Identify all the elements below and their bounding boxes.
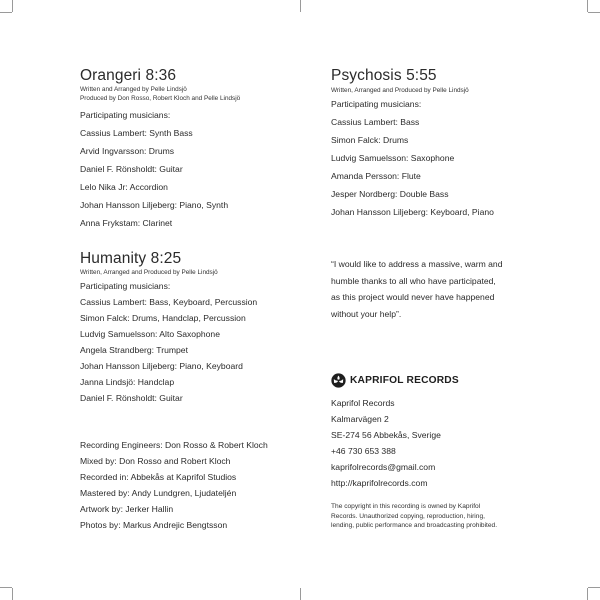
address-line: Kaprifol Records xyxy=(331,398,395,408)
musicians-heading: Participating musicians: xyxy=(331,98,422,109)
label-address xyxy=(331,395,441,491)
musician-line: Anna Frykstam: Clarinet xyxy=(80,218,173,228)
address-line: Kalmarvägen 2 xyxy=(331,414,389,424)
track-block-humanity xyxy=(80,249,257,406)
musician-line: Cassius Lambert: Bass, Keyboard, Percussion xyxy=(80,296,258,307)
musician-line: Ludvig Samuelsson: Saxophone xyxy=(331,152,455,163)
crop-mark xyxy=(587,588,588,600)
musician-line: Angela Strandberg: Trumpet xyxy=(80,344,188,355)
quote-line: “I would like to address a massive, warm and xyxy=(331,259,503,269)
email-address: kaprifolrecords@gmail.com xyxy=(331,462,436,472)
production-credit-line: Recorded in: Abbekås at Kaprifol Studios xyxy=(80,472,237,482)
thank-you-quote xyxy=(331,256,502,322)
track-credit: Written and Arranged by Pelle Lindsjö xyxy=(80,86,187,93)
musician-line: Simon Falck: Drums, Handclap, Percussion xyxy=(80,312,246,323)
label-logo-text: KAPRIFOL RECORDS xyxy=(350,375,459,386)
phone-number: +46 730 653 388 xyxy=(331,446,396,456)
track-title: Orangeri 8:36 xyxy=(80,67,177,84)
musicians-heading: Participating musicians: xyxy=(80,280,171,291)
crop-mark xyxy=(588,12,600,13)
musician-line: Ludvig Samuelsson: Alto Saxophone xyxy=(80,328,220,339)
production-credit-line: Artwork by: Jerker Hallin xyxy=(80,504,174,514)
musician-line: Jesper Nordberg: Double Bass xyxy=(331,188,449,199)
crop-mark xyxy=(12,0,13,12)
musician-line: Simon Falck: Drums xyxy=(331,134,409,145)
track-credit: Written, Arranged and Produced by Pelle Lindsjö xyxy=(331,87,469,94)
crop-mark xyxy=(300,588,301,600)
track-title: Psychosis 5:55 xyxy=(331,67,437,84)
musician-line: Arvid Ingvarsson: Drums xyxy=(80,146,175,156)
copyright-line: The copyright in this recording is owned by Kaprifol xyxy=(331,503,481,510)
production-credit-line: Photos by: Markus Andrejic Bengtsson xyxy=(80,520,228,530)
copyright-line: lending, public performance and broadcasting prohibited. xyxy=(331,522,498,530)
website-url: http://kaprifolrecords.com xyxy=(331,478,428,488)
musician-line: Cassius Lambert: Bass xyxy=(331,116,420,127)
musicians-heading: Participating musicians: xyxy=(80,110,171,120)
musician-line: Johan Hansson Liljeberg: Piano, Keyboard xyxy=(80,360,243,371)
crop-mark xyxy=(587,0,588,12)
track-credit: Written, Arranged and Produced by Pelle Lindsjö xyxy=(80,269,218,276)
musician-line: Lelo Nika Jr: Accordion xyxy=(80,182,168,192)
address-line: SE-274 56 Abbekås, Sverige xyxy=(331,430,441,440)
kaprifol-flower-icon xyxy=(331,373,346,388)
production-credit-line: Mastered by: Andy Lundgren, Ljudateljén xyxy=(80,488,237,498)
musician-line: Daniel F. Rönsholdt: Guitar xyxy=(80,392,183,403)
musician-line: Johan Hansson Liljeberg: Keyboard, Piano xyxy=(331,206,494,217)
crop-mark xyxy=(0,587,12,588)
musician-line: Johan Hansson Liljeberg: Piano, Synth xyxy=(80,200,229,210)
copyright-notice xyxy=(331,502,497,531)
label-logo xyxy=(331,373,459,388)
crop-mark xyxy=(12,588,13,600)
quote-line: as this project would never have happened xyxy=(331,292,495,302)
production-credit-line: Mixed by: Don Rosso and Robert Kloch xyxy=(80,456,231,466)
crop-mark xyxy=(300,0,301,12)
musician-line: Amanda Persson: Flute xyxy=(331,170,421,181)
track-credit: Produced by Don Rosso, Robert Kloch and Pelle Lindsjö xyxy=(80,94,241,102)
quote-line: humble thanks to all who have participated, xyxy=(331,275,496,286)
track-block-psychosis xyxy=(331,66,494,220)
crop-mark xyxy=(588,587,600,588)
crop-mark xyxy=(0,12,12,13)
copyright-line: Records. Unauthorized copying, reproduction, hiring, xyxy=(331,512,485,520)
track-block-orangeri xyxy=(80,66,240,231)
musician-line: Cassius Lambert: Synth Bass xyxy=(80,128,193,138)
musician-line: Daniel F. Rönsholdt: Guitar xyxy=(80,164,183,174)
musician-line: Janna Lindsjö: Handclap xyxy=(80,376,175,387)
track-title: Humanity 8:25 xyxy=(80,250,182,267)
production-credit-line: Recording Engineers: Don Rosso & Robert Kloch xyxy=(80,440,268,450)
quote-line: without your help”. xyxy=(331,308,402,319)
production-credits xyxy=(80,437,268,533)
